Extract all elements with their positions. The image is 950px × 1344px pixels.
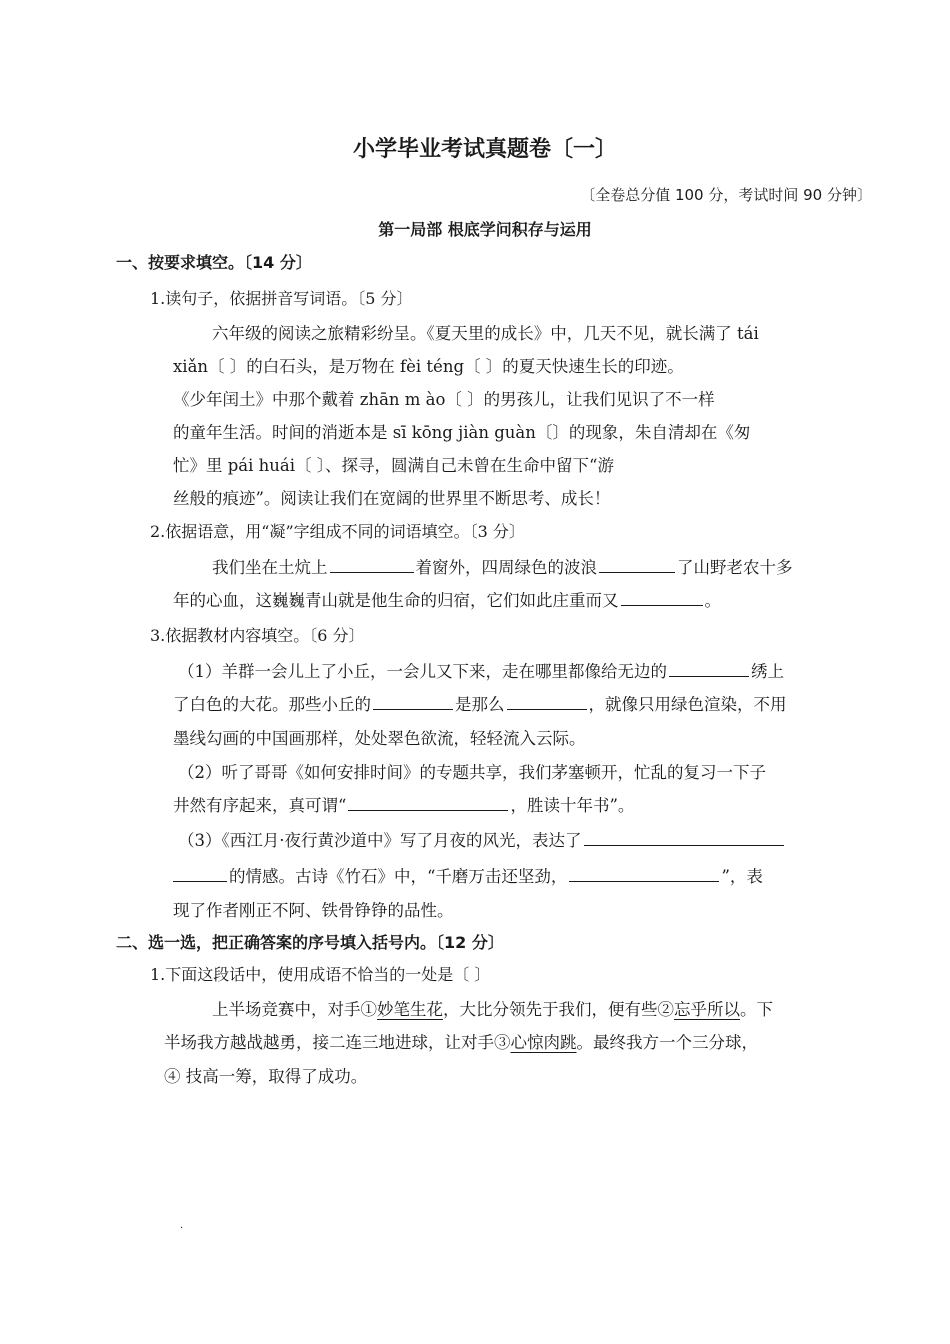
answer-blank[interactable] bbox=[348, 796, 508, 811]
idiom-option-1: 妙笔生花 bbox=[377, 1000, 443, 1019]
s2q1-line bbox=[164, 1029, 758, 1053]
q3-line bbox=[178, 827, 786, 851]
q1-line: 的童年生活。时间的消逝本是 sī kōng jiàn guàn〔〕的现象，朱自清却在《匆 bbox=[173, 423, 751, 442]
answer-blank[interactable] bbox=[621, 591, 703, 606]
q3-line bbox=[173, 863, 763, 887]
q1-line: 《少年闰土》中那个戴着 zhān m ào〔 〕的男孩儿，让我们见识了不一样 bbox=[173, 390, 715, 409]
idiom-option-2: 忘乎所以 bbox=[674, 1000, 740, 1019]
q3-prompt: 3.依据教材内容填空。〔6 分〕 bbox=[150, 626, 365, 645]
answer-blank[interactable] bbox=[569, 867, 719, 882]
part-heading: 第一局部 根底学问积存与运用 bbox=[378, 220, 592, 239]
q3-line bbox=[173, 792, 634, 816]
q3-line bbox=[178, 658, 784, 682]
q3-text: 是那么 bbox=[455, 695, 505, 714]
answer-blank[interactable] bbox=[669, 662, 749, 677]
answer-blank[interactable] bbox=[330, 558, 414, 573]
q3-text: ”，表 bbox=[721, 867, 763, 886]
q1-prompt: 1.读句子，依据拼音写词语。〔5 分〕 bbox=[150, 289, 413, 308]
answer-blank[interactable] bbox=[599, 558, 675, 573]
q2-line-2 bbox=[173, 587, 721, 611]
q1-line: xiǎn〔 〕的白石头，是万物在 fèi téng〔 〕的夏天快速生长的印迹。 bbox=[173, 357, 684, 376]
answer-blank[interactable] bbox=[507, 695, 587, 710]
q3-text: ，胜读十年书”。 bbox=[510, 796, 635, 815]
s2q1-text: 上半场竞赛中，对手① bbox=[212, 1000, 377, 1019]
answer-blank[interactable] bbox=[373, 695, 453, 710]
q2-text: 。 bbox=[704, 591, 721, 610]
s2q1-line bbox=[212, 996, 773, 1020]
page-title: 小学毕业考试真题卷〔一〕 bbox=[352, 137, 617, 162]
s2q1-line: ④ 技高一筹，取得了成功。 bbox=[164, 1067, 368, 1086]
q3-text: 的情感。古诗《竹石》中，“千磨万击还坚劲， bbox=[229, 867, 568, 886]
q3-text: （1）羊群一会儿上了小丘，一会儿又下来，走在哪里都像给无边的 bbox=[178, 662, 667, 681]
s2q1-text: 。最终我方一个三分球， bbox=[576, 1033, 758, 1052]
q2-text: 着窗外，四周绿色的波浪 bbox=[415, 558, 597, 577]
q1-line: 丝般的痕迹”。阅读让我们在宽阔的世界里不断思考、成长！ bbox=[173, 489, 611, 508]
q2-text: 我们坐在土炕上 bbox=[212, 558, 328, 577]
q3-text: 了白色的大花。那些小丘的 bbox=[173, 695, 371, 714]
q3-line: 现了作者刚正不阿、铁骨铮铮的品性。 bbox=[173, 901, 454, 920]
q3-line: 墨线勾画的中国画那样，处处翠色欲流，轻轻流入云际。 bbox=[173, 729, 586, 748]
section1-heading: 一、按要求填空。〔14 分〕 bbox=[116, 253, 312, 272]
q3-text: ，就像只用绿色渲染，不用 bbox=[588, 695, 787, 714]
footer-mark: . bbox=[180, 1220, 184, 1231]
s2q1-text: 半场我方越战越勇，接二连三地进球，让对手③ bbox=[164, 1033, 511, 1052]
section2-heading: 二、选一选，把正确答案的序号填入括号内。〔12 分〕 bbox=[116, 933, 504, 952]
q3-text: 绣上 bbox=[751, 662, 784, 681]
s2q1-text: ，大比分领先于我们，便有些② bbox=[443, 1000, 674, 1019]
q2-text: 了山野老农十多 bbox=[677, 558, 793, 577]
idiom-option-3: 心惊肉跳 bbox=[510, 1033, 577, 1052]
q3-line bbox=[173, 691, 787, 715]
q2-prompt: 2.依据语意，用“凝”字组成不同的词语填空。〔3 分〕 bbox=[150, 522, 525, 541]
q1-line: 六年级的阅读之旅精彩纷呈。《夏天里的成长》中，几天不见，就长满了 tái bbox=[212, 324, 759, 343]
q2-text: 年的心血，这巍巍青山就是他生命的归宿，它们如此庄重而又 bbox=[173, 591, 619, 610]
s2q1-text: 。下 bbox=[740, 1000, 773, 1019]
exam-meta: 〔全卷总分值 100 分，考试时间 90 分钟〕 bbox=[580, 186, 872, 204]
answer-blank[interactable] bbox=[584, 831, 784, 846]
answer-blank[interactable] bbox=[173, 867, 227, 882]
s2q1-prompt: 1.下面这段话中，使用成语不恰当的一处是〔 〕 bbox=[150, 965, 491, 984]
q3-text: （3）《西江月·夜行黄沙道中》写了月夜的风光，表达了 bbox=[178, 831, 582, 850]
q1-line: 忙》里 pái huái〔 〕、探寻，圆满自己未曾在生命中留下“游 bbox=[173, 456, 614, 475]
q3-text: 井然有序起来，真可谓“ bbox=[173, 796, 347, 815]
q2-line-1 bbox=[212, 554, 793, 578]
q3-line: （2）听了哥哥《如何安排时间》的专题共享，我们茅塞顿开，忙乱的复习一下子 bbox=[178, 763, 766, 782]
